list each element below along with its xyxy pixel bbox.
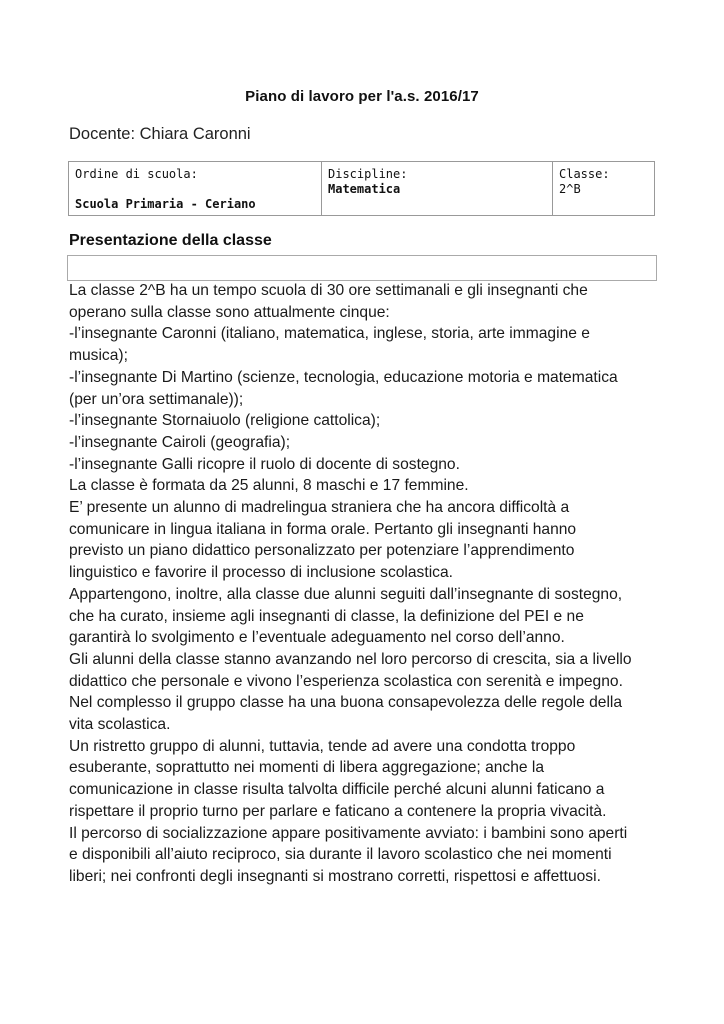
- paragraph-line: -l’insegnante Caronni (italiano, matematica, inglese, storia, arte immagine e: [69, 325, 590, 343]
- paragraph-line: Appartengono, inoltre, alla classe due alunni seguiti dall’insegnante di sostegno,: [69, 585, 623, 603]
- paragraph-line: comunicare in lingua italiana in forma orale. Pertanto gli insegnanti hanno: [69, 520, 577, 538]
- school-cell: [69, 162, 321, 215]
- paragraph-line: -l’insegnante Di Martino (scienze, tecnologia, educazione motoria e matematica: [69, 368, 618, 386]
- paragraph-line: Gli alunni della classe stanno avanzando nel loro percorso di crescita, sia a livello: [69, 650, 632, 668]
- paragraph-line: -l’insegnante Cairoli (geografia);: [69, 433, 291, 451]
- teacher-line: Docente: Chiara Caronni: [69, 125, 251, 143]
- empty-field-box: [67, 255, 657, 281]
- paragraph-line: linguistico e favorire il processo di inclusione scolastica.: [69, 564, 453, 582]
- paragraph-line: esuberante, soprattutto nei momenti di libera aggregazione; anche la: [69, 759, 545, 777]
- paragraph-line: Il percorso di socializzazione appare positivamente avviato: i bambini sono aperti: [69, 824, 628, 842]
- class-label: Classe:: [559, 167, 610, 181]
- paragraph-line: vita scolastica.: [69, 716, 171, 734]
- paragraph-line: -l’insegnante Stornaiuolo (religione cattolica);: [69, 412, 381, 430]
- paragraph-line: previsto un piano didattico personalizzato per potenziare l’apprendimento: [69, 542, 575, 560]
- paragraph-line: E’ presente un alunno di madrelingua straniera che ha ancora difficoltà a: [69, 499, 570, 517]
- paragraph-line: Un ristretto gruppo di alunni, tuttavia, tende ad avere una condotta troppo: [69, 737, 576, 755]
- paragraph-line: La classe è formata da 25 alunni, 8 maschi e 17 femmine.: [69, 477, 469, 495]
- paragraph-line: -l’insegnante Galli ricopre il ruolo di docente di sostegno.: [69, 455, 460, 473]
- paragraph-line: La classe 2^B ha un tempo scuola di 30 ore settimanali e gli insegnanti che: [69, 282, 588, 299]
- paragraph-line: e disponibili all’aiuto reciproco, sia durante il lavoro scolastico che nei momenti: [69, 846, 612, 864]
- paragraph-line: operano sulla classe sono attualmente cinque:: [69, 303, 390, 321]
- section-heading: Presentazione della classe: [69, 232, 272, 249]
- paragraph-line: liberi; nei confronti degli insegnanti si mostrano corretti, rispettosi e affettuosi.: [69, 867, 601, 885]
- paragraph-line: che ha curato, insieme agli insegnanti di classe, la definizione del PEI e ne: [69, 607, 584, 625]
- class-cell: [552, 162, 654, 215]
- class-value: 2^B: [559, 182, 581, 196]
- class-presentation-text: [69, 280, 669, 888]
- subjects-cell: [321, 162, 552, 215]
- info-table: [68, 161, 655, 216]
- paragraph-line: garantirà lo svolgimento e l’eventuale adeguamento nel corso dell’anno.: [69, 629, 565, 647]
- paragraph-line: comunicazione in classe risulta talvolta difficile perché alcuni alunni faticano a: [69, 781, 605, 799]
- paragraph-line: (per un’ora settimanale));: [69, 390, 244, 408]
- school-value: Scuola Primaria - Ceriano: [75, 197, 256, 211]
- paragraph-line: Nel complesso il gruppo classe ha una buona consapevolezza delle regole della: [69, 694, 623, 712]
- school-label: Ordine di scuola:: [75, 167, 198, 181]
- document-title: Piano di lavoro per l'a.s. 2016/17: [245, 88, 479, 105]
- paragraph-line: didattico che personale e vivono l’esperienza scolastica con serenità e impegno.: [69, 672, 623, 690]
- paragraph-line: musica);: [69, 347, 128, 365]
- subjects-label: Discipline:: [328, 167, 408, 181]
- subjects-value: Matematica: [328, 182, 401, 196]
- paragraph-line: rispettare il proprio turno per parlare e faticano a contenere la propria vivacità.: [69, 802, 607, 820]
